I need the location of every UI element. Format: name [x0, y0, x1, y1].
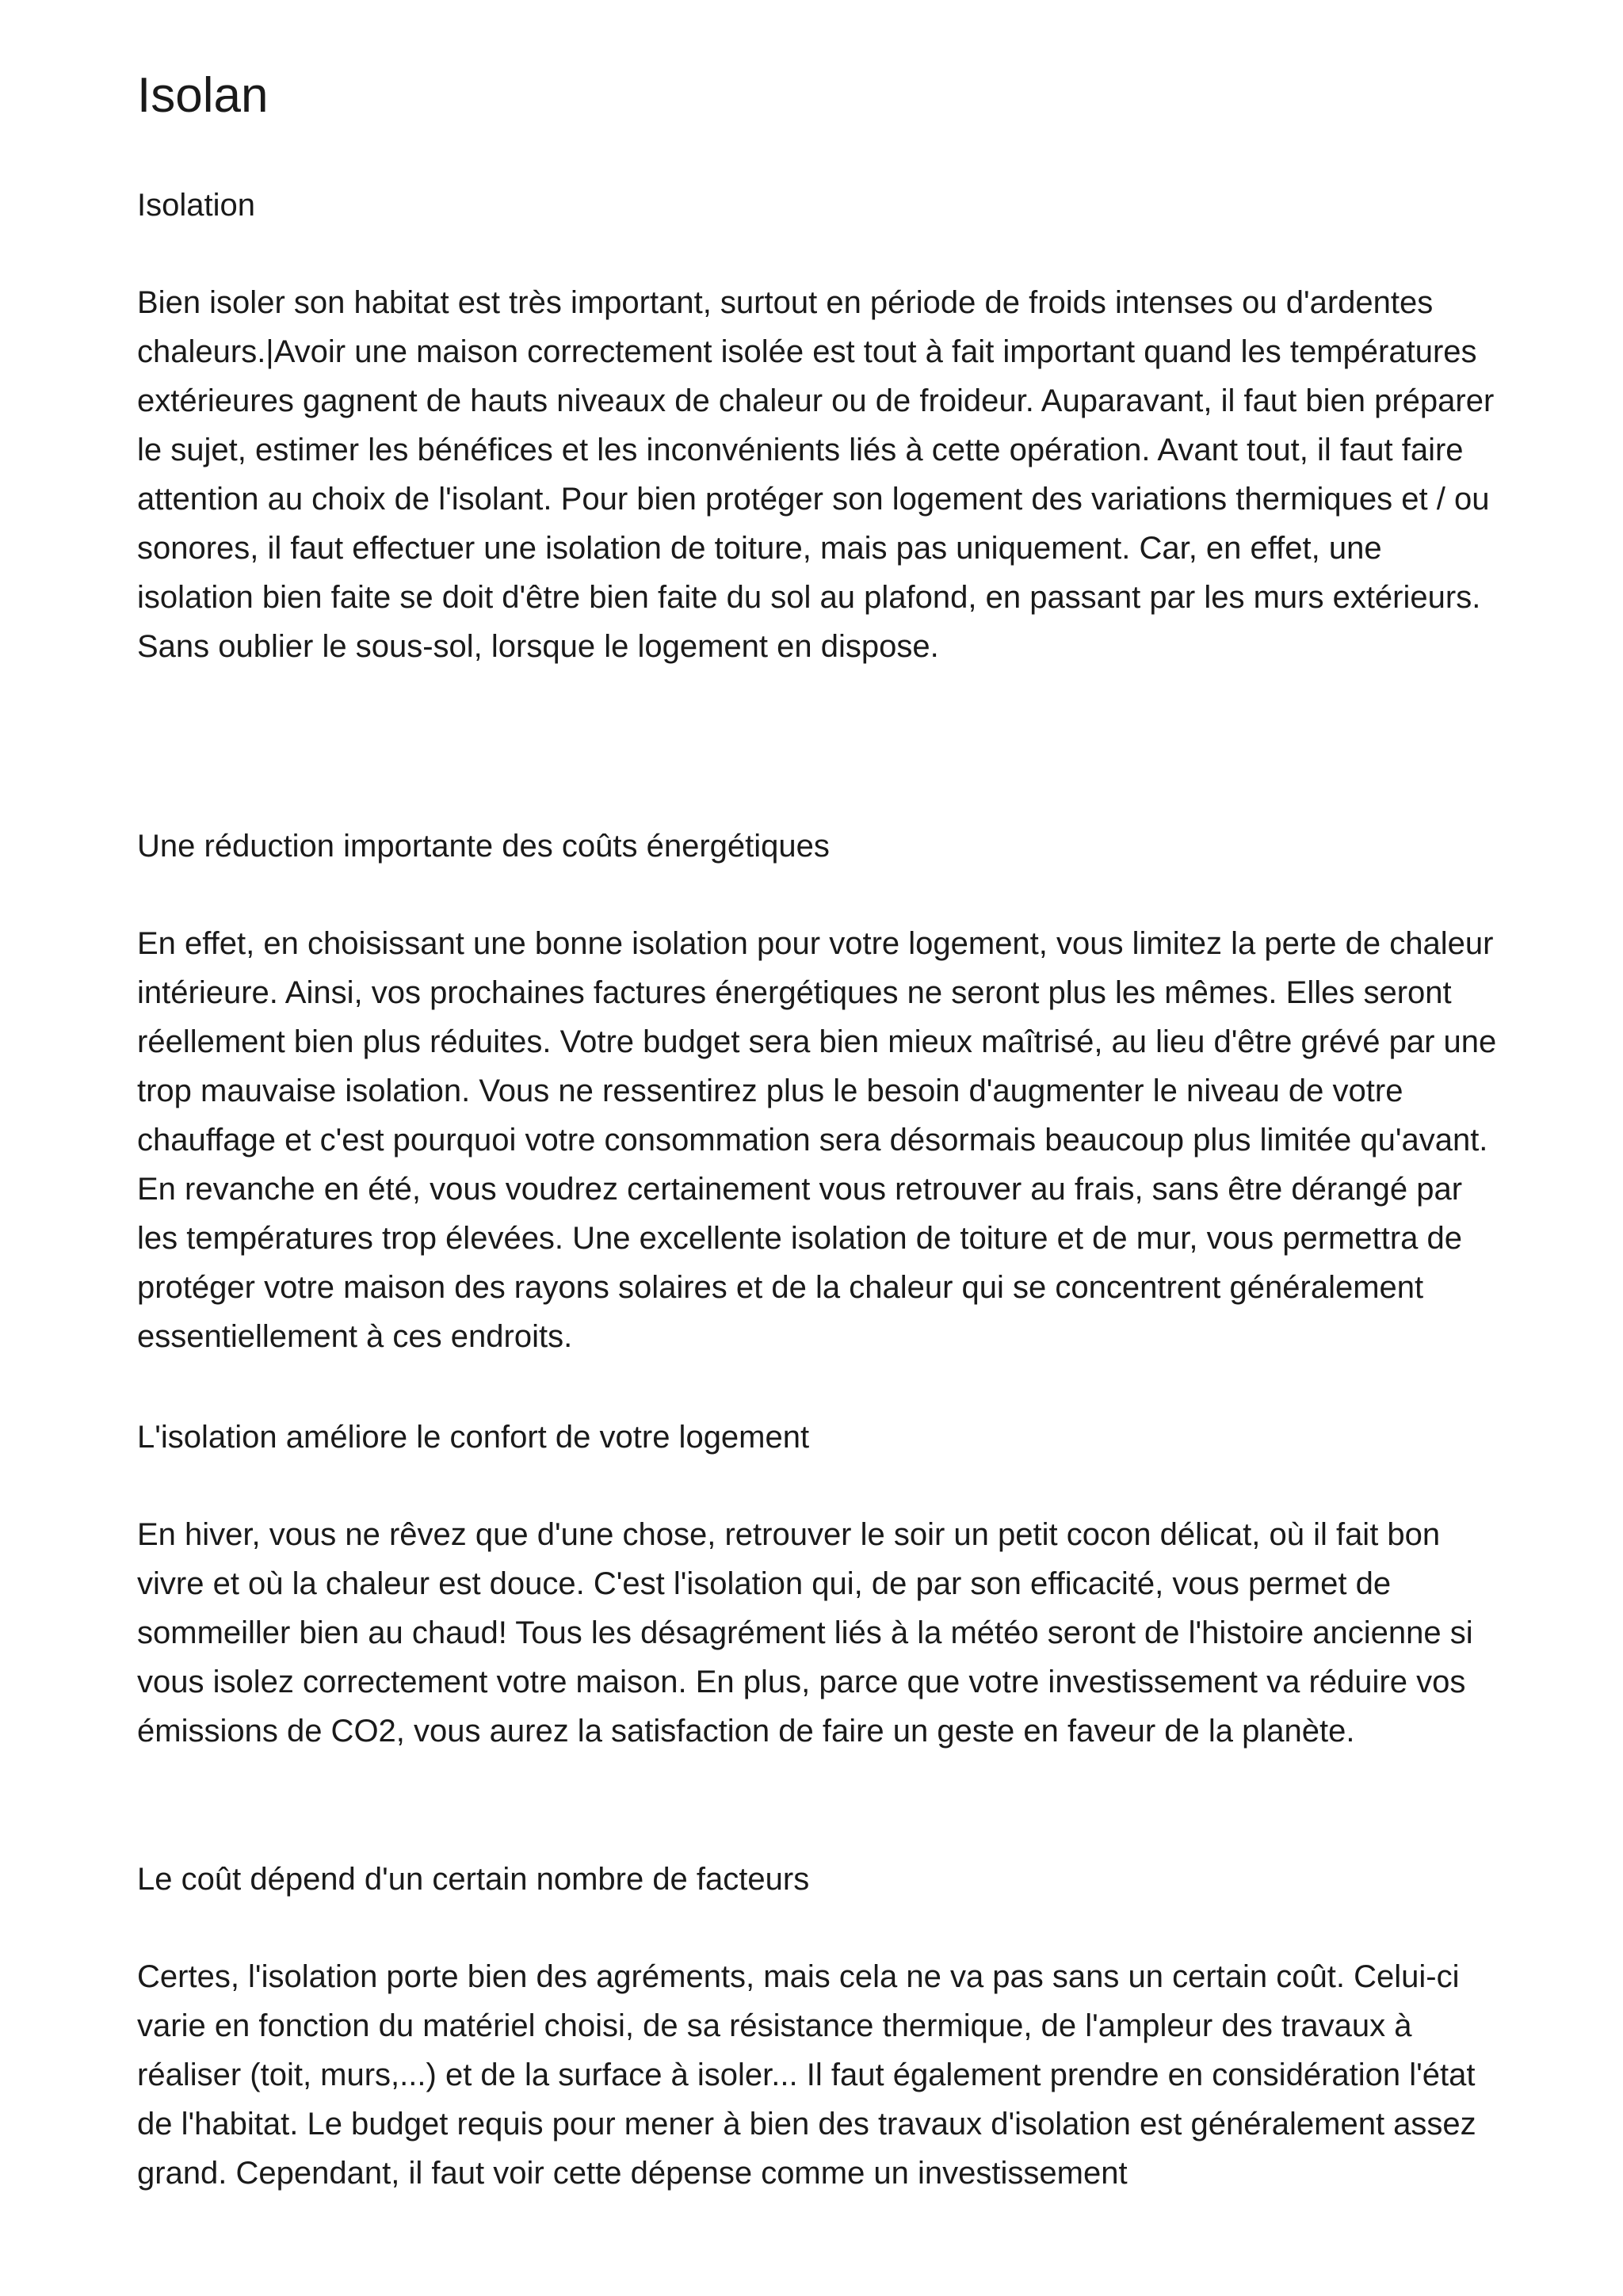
section-body-costs: En effet, en choisissant une bonne isolation pour votre logement, vous limitez la perte de chaleur intérieure. Ainsi, vos prochaines factures énergétiques ne seront plus les mêmes. Elles seront réellement bien plus réduites. Votre budget sera bien mieux maîtrisé, au lieu d'être grévé par une trop mauvaise isolation. Vous ne ressentirez plus le besoin d'augmenter le niveau de votre chauffage et c'est pourquoi votre consommation sera désormais beaucoup plus limitée qu'avant. En revanche en été, vous voudrez certainement vous retrouver au frais, sans être dérangé par les températures trop élevées. Une excellente isolation de toiture et de mur, vous permettra de protéger votre maison des rayons solaires et de la chaleur qui se concentrent généralement essentiellement à ces endroits. — [137, 926, 1497, 1354]
section-heading-costs: Une réduction importante des coûts énergétiques — [137, 829, 830, 864]
section-body-comfort: En hiver, vous ne rêvez que d'une chose, retrouver le soir un petit cocon délicat, où il fait bon vivre et où la chaleur est douce. C'est l'isolation qui, de par son efficacité, vous permet de sommeiller bien au chaud! Tous les désagrément liés à la météo seront de l'histoire ancienne si vous isolez correctement votre maison. En plus, parce que votre investissement va réduire vos émissions de CO2, vous aurez la satisfaction de faire un geste en faveur de la planète. — [137, 1517, 1473, 1749]
intro-paragraph: Bien isoler son habitat est très important, surtout en période de froids intenses ou d'ardentes chaleurs.|Avoir une maison correctement isolée est tout à fait important quand les températures extérieures gagnent de hauts niveaux de chaleur ou de froideur. Auparavant, il faut bien préparer le sujet, estimer les bénéfices et les inconvénients liés à cette opération. Avant tout, il faut faire attention au choix de l'isolant. Pour bien protéger son logement des variations thermiques et / ou sonores, il faut effectuer une isolation de toiture, mais pas uniquement. Car, en effet, une isolation bien faite se doit d'être bien faite du sol au plafond, en passant par les murs extérieurs. Sans oublier le sous-sol, lorsque le logement en dispose. — [137, 285, 1495, 664]
section-heading-comfort: L'isolation améliore le confort de votre logement — [137, 1420, 810, 1455]
section-heading-factors: Le coût dépend d'un certain nombre de facteurs — [137, 1862, 810, 1897]
section-body-factors: Certes, l'isolation porte bien des agréments, mais cela ne va pas sans un certain coût. Celui-ci varie en fonction du matériel choisi, de sa résistance thermique, de l'ampleur des travaux à réaliser (toit, murs,...) et de la surface à isoler... Il faut également prendre en considération l'état de l'habitat. Le budget requis pour mener à bien des travaux d'isolation est généralement assez grand. Cependant, il faut voir cette dépense comme un investissement — [137, 1959, 1476, 2191]
document-title: Isolan — [137, 68, 269, 123]
document-subtitle: Isolation — [137, 188, 255, 223]
